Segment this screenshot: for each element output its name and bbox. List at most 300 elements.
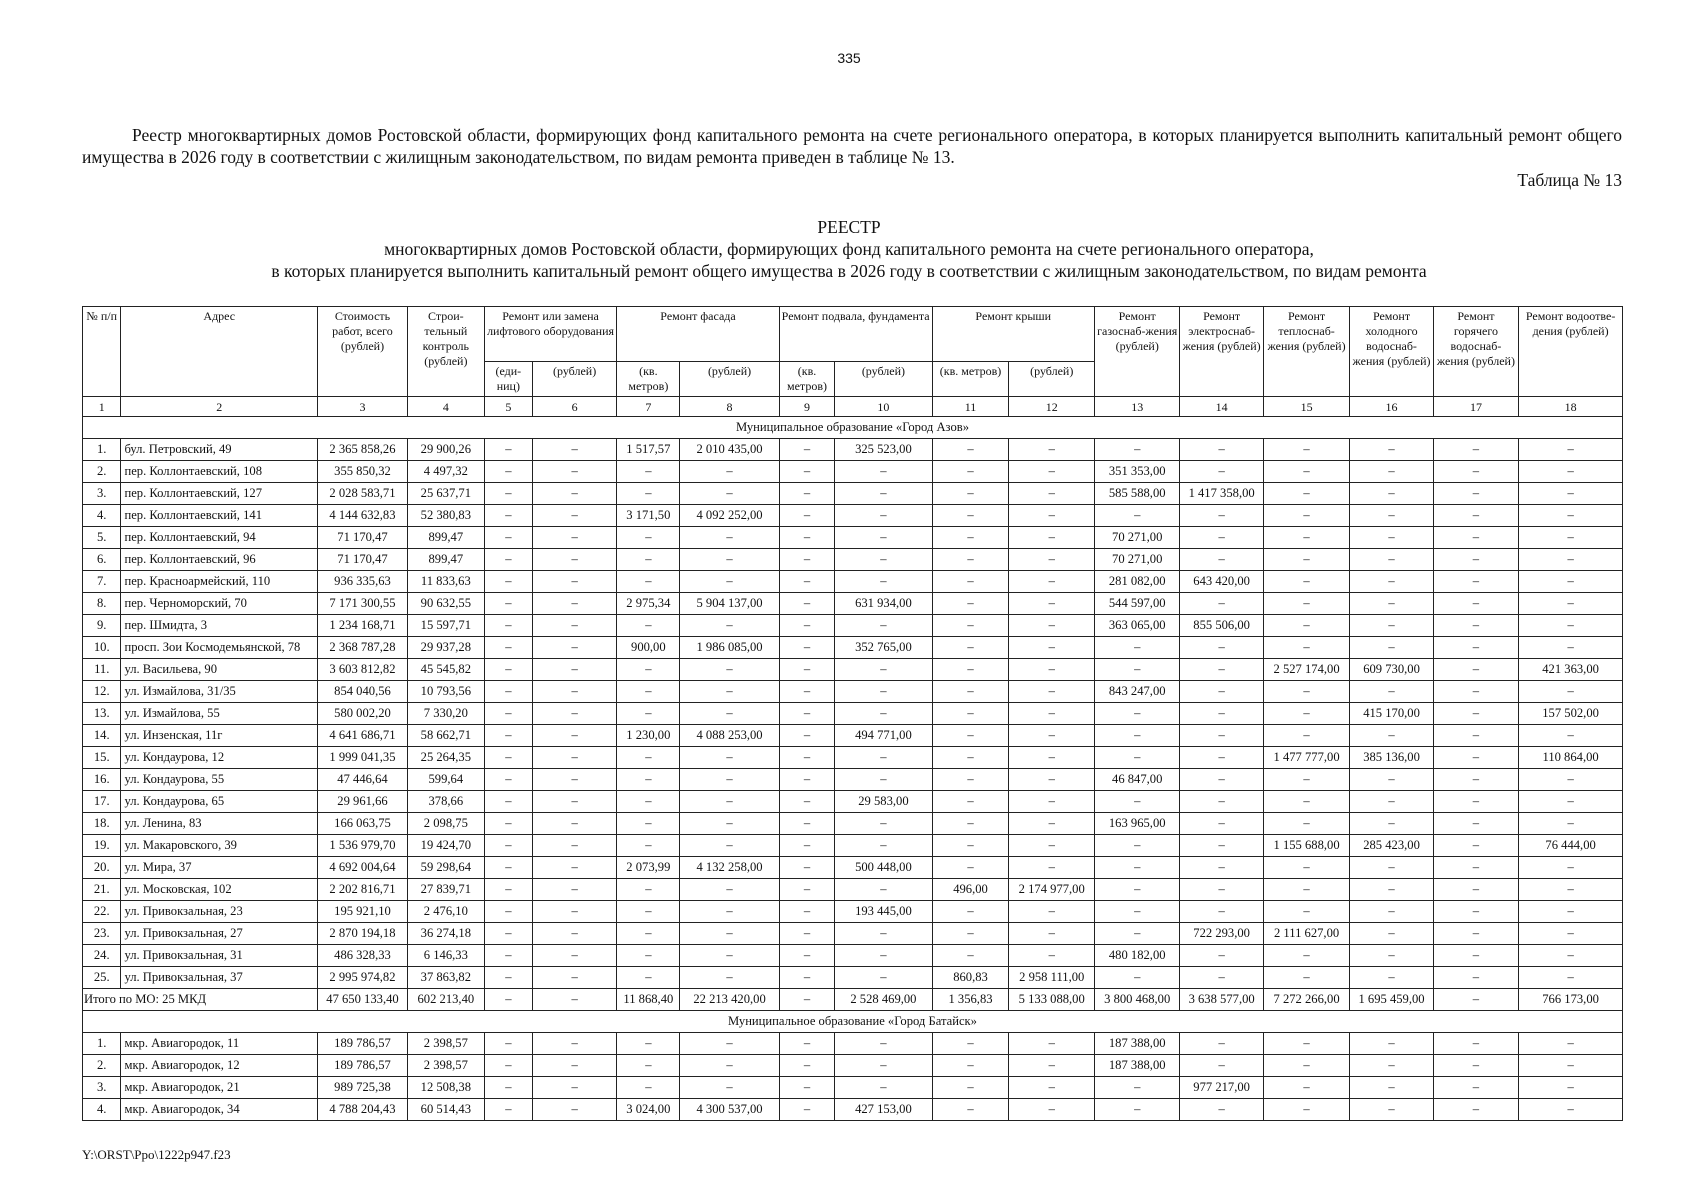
value-cell: 2 098,75 (407, 813, 484, 835)
column-number: 2 (121, 397, 318, 417)
table-row (83, 725, 1623, 747)
value-cell: – (1350, 945, 1433, 967)
value-cell: – (932, 725, 1009, 747)
value-cell: – (932, 615, 1009, 637)
header-lift: Ремонт или замена лифтового оборудования (484, 307, 617, 362)
value-cell: 4 092 252,00 (680, 505, 779, 527)
value-cell: – (617, 615, 680, 637)
value-cell: – (484, 483, 532, 505)
value-cell: – (680, 945, 779, 967)
value-cell: – (835, 527, 932, 549)
table-row (83, 703, 1623, 725)
value-cell: – (1519, 813, 1623, 835)
value-cell: – (1350, 901, 1433, 923)
column-number: 12 (1009, 397, 1094, 417)
table-row (83, 483, 1623, 505)
value-cell: – (1180, 527, 1263, 549)
value-cell: – (532, 813, 616, 835)
value-cell: 90 632,55 (407, 593, 484, 615)
value-cell: – (484, 1077, 532, 1099)
value-cell: – (532, 1055, 616, 1077)
value-cell: – (1519, 791, 1623, 813)
value-cell: – (1350, 1099, 1433, 1121)
value-cell: 580 002,20 (318, 703, 408, 725)
row-number-cell: 2. (83, 461, 121, 483)
value-cell: – (484, 967, 532, 989)
total-value-cell: 2 528 469,00 (835, 989, 932, 1011)
table-row (83, 637, 1623, 659)
value-cell: – (1180, 835, 1263, 857)
value-cell: – (835, 703, 932, 725)
address-cell: мкр. Авиагородок, 12 (121, 1055, 318, 1077)
header-sqm: (кв. метров) (932, 362, 1009, 397)
total-value-cell: 5 133 088,00 (1009, 989, 1094, 1011)
value-cell: 2 010 435,00 (680, 439, 779, 461)
value-cell: – (484, 593, 532, 615)
value-cell: 10 793,56 (407, 681, 484, 703)
value-cell: – (932, 703, 1009, 725)
value-cell: – (1263, 571, 1350, 593)
total-value-cell: – (779, 989, 835, 1011)
value-cell: – (1009, 505, 1094, 527)
header-total: Стоимость работ, всего (рублей) (318, 307, 408, 397)
value-cell: – (680, 483, 779, 505)
value-cell: 3 024,00 (617, 1099, 680, 1121)
value-cell: 2 476,10 (407, 901, 484, 923)
value-cell: – (1519, 571, 1623, 593)
value-cell: – (835, 615, 932, 637)
value-cell: – (1519, 769, 1623, 791)
value-cell: – (1519, 593, 1623, 615)
row-number-cell: 21. (83, 879, 121, 901)
value-cell: 52 380,83 (407, 505, 484, 527)
value-cell: – (932, 1055, 1009, 1077)
address-cell: ул. Ленина, 83 (121, 813, 318, 835)
value-cell: – (1350, 461, 1433, 483)
value-cell: – (932, 1099, 1009, 1121)
value-cell: 325 523,00 (835, 439, 932, 461)
value-cell: – (1094, 1077, 1179, 1099)
value-cell: – (1263, 791, 1350, 813)
total-value-cell: 602 213,40 (407, 989, 484, 1011)
value-cell: – (532, 659, 616, 681)
column-number: 9 (779, 397, 835, 417)
total-value-cell: 766 173,00 (1519, 989, 1623, 1011)
value-cell: 1 155 688,00 (1263, 835, 1350, 857)
page-number: 335 (837, 50, 861, 66)
value-cell: – (1519, 879, 1623, 901)
value-cell: – (1519, 857, 1623, 879)
value-cell: – (1433, 659, 1518, 681)
value-cell: – (1519, 923, 1623, 945)
value-cell: – (779, 945, 835, 967)
address-cell: ул. Инзенская, 11г (121, 725, 318, 747)
value-cell: 415 170,00 (1350, 703, 1433, 725)
value-cell: – (484, 879, 532, 901)
row-number-cell: 6. (83, 549, 121, 571)
value-cell: – (1009, 813, 1094, 835)
header-num: № п/п (83, 307, 121, 397)
value-cell: – (532, 1077, 616, 1099)
value-cell: – (1433, 769, 1518, 791)
value-cell: – (932, 527, 1009, 549)
address-cell: мкр. Авиагородок, 21 (121, 1077, 318, 1099)
header-sqm: (кв. метров) (779, 362, 835, 397)
value-cell: – (1180, 879, 1263, 901)
value-cell: 6 146,33 (407, 945, 484, 967)
column-number: 8 (680, 397, 779, 417)
value-cell: – (1180, 703, 1263, 725)
value-cell: – (1350, 681, 1433, 703)
value-cell: – (779, 1099, 835, 1121)
value-cell: 3 171,50 (617, 505, 680, 527)
address-cell: ул. Макаровского, 39 (121, 835, 318, 857)
value-cell: – (1263, 681, 1350, 703)
value-cell: 599,64 (407, 769, 484, 791)
total-value-cell: – (1433, 989, 1518, 1011)
value-cell: – (680, 879, 779, 901)
total-label: Итого по МО: 25 МКД (83, 989, 318, 1011)
value-cell: – (1350, 483, 1433, 505)
row-number-cell: 24. (83, 945, 121, 967)
value-cell: – (1180, 813, 1263, 835)
value-cell: – (532, 527, 616, 549)
value-cell: 60 514,43 (407, 1099, 484, 1121)
value-cell: – (1433, 791, 1518, 813)
value-cell: – (779, 1077, 835, 1099)
value-cell: – (484, 725, 532, 747)
value-cell: – (532, 1033, 616, 1055)
value-cell: – (1263, 901, 1350, 923)
row-number-cell: 7. (83, 571, 121, 593)
value-cell: 977 217,00 (1180, 1077, 1263, 1099)
value-cell: – (932, 549, 1009, 571)
value-cell: 2 111 627,00 (1263, 923, 1350, 945)
value-cell: – (617, 703, 680, 725)
value-cell: – (835, 813, 932, 835)
value-cell: – (1009, 769, 1094, 791)
value-cell: – (484, 461, 532, 483)
value-cell: – (1433, 1077, 1518, 1099)
header-units: (еди-ниц) (484, 362, 532, 397)
value-cell: – (484, 923, 532, 945)
value-cell: 385 136,00 (1350, 747, 1433, 769)
section-title: Муниципальное образование «Город Азов» (83, 417, 1623, 439)
value-cell: – (1180, 725, 1263, 747)
value-cell: – (932, 637, 1009, 659)
value-cell: 2 995 974,82 (318, 967, 408, 989)
table-row (83, 923, 1623, 945)
value-cell: – (932, 1077, 1009, 1099)
column-number: 3 (318, 397, 408, 417)
value-cell: – (680, 1033, 779, 1055)
value-cell: – (1519, 901, 1623, 923)
value-cell: – (1433, 1055, 1518, 1077)
value-cell: 70 271,00 (1094, 549, 1179, 571)
value-cell: 1 999 041,35 (318, 747, 408, 769)
value-cell: – (484, 571, 532, 593)
value-cell: – (1350, 439, 1433, 461)
address-cell: ул. Привокзальная, 31 (121, 945, 318, 967)
value-cell: – (1094, 725, 1179, 747)
value-cell: – (484, 835, 532, 857)
table-row (83, 659, 1623, 681)
value-cell: 900,00 (617, 637, 680, 659)
table-row (83, 769, 1623, 791)
value-cell: – (1350, 637, 1433, 659)
value-cell: 3 603 812,82 (318, 659, 408, 681)
value-cell: – (1350, 791, 1433, 813)
value-cell: – (1433, 967, 1518, 989)
value-cell: – (1009, 1055, 1094, 1077)
row-number-cell: 18. (83, 813, 121, 835)
value-cell: – (779, 505, 835, 527)
table-row (83, 791, 1623, 813)
value-cell: 46 847,00 (1094, 769, 1179, 791)
value-cell: – (532, 923, 616, 945)
table-header (83, 307, 1623, 417)
value-cell: – (484, 1033, 532, 1055)
value-cell: – (1519, 505, 1623, 527)
value-cell: – (932, 769, 1009, 791)
value-cell: – (1094, 923, 1179, 945)
value-cell: – (1094, 637, 1179, 659)
column-number: 10 (835, 397, 932, 417)
value-cell: 1 536 979,70 (318, 835, 408, 857)
value-cell: – (1009, 791, 1094, 813)
value-cell: – (1519, 725, 1623, 747)
value-cell: – (1263, 967, 1350, 989)
value-cell: – (532, 681, 616, 703)
row-number-cell: 11. (83, 659, 121, 681)
value-cell: – (835, 461, 932, 483)
value-cell: – (1433, 637, 1518, 659)
column-number: 14 (1180, 397, 1263, 417)
value-cell: – (1433, 527, 1518, 549)
value-cell: – (1009, 725, 1094, 747)
value-cell: 193 445,00 (835, 901, 932, 923)
value-cell: – (1263, 1033, 1350, 1055)
value-cell: – (835, 1077, 932, 1099)
value-cell: – (779, 439, 835, 461)
value-cell: 2 368 787,28 (318, 637, 408, 659)
value-cell: – (680, 791, 779, 813)
value-cell: 189 786,57 (318, 1033, 408, 1055)
value-cell: – (1433, 901, 1518, 923)
value-cell: 187 388,00 (1094, 1055, 1179, 1077)
value-cell: – (1350, 769, 1433, 791)
value-cell: – (1433, 505, 1518, 527)
row-number-cell: 19. (83, 835, 121, 857)
value-cell: – (1433, 835, 1518, 857)
value-cell: – (779, 461, 835, 483)
value-cell: 544 597,00 (1094, 593, 1179, 615)
value-cell: – (1094, 967, 1179, 989)
table-row (83, 461, 1623, 483)
value-cell: 1 417 358,00 (1180, 483, 1263, 505)
value-cell: 2 527 174,00 (1263, 659, 1350, 681)
value-cell: – (617, 769, 680, 791)
column-number: 1 (83, 397, 121, 417)
value-cell: – (617, 659, 680, 681)
value-cell: – (1263, 637, 1350, 659)
address-cell: ул. Привокзальная, 23 (121, 901, 318, 923)
value-cell: – (835, 1055, 932, 1077)
registry-table (82, 306, 1623, 1121)
value-cell: – (1433, 1033, 1518, 1055)
value-cell: 12 508,38 (407, 1077, 484, 1099)
address-cell: мкр. Авиагородок, 11 (121, 1033, 318, 1055)
value-cell: – (532, 857, 616, 879)
value-cell: – (779, 857, 835, 879)
row-number-cell: 3. (83, 1077, 121, 1099)
value-cell: – (1180, 747, 1263, 769)
value-cell: 899,47 (407, 527, 484, 549)
value-cell: – (1180, 791, 1263, 813)
value-cell: 166 063,75 (318, 813, 408, 835)
value-cell: – (1263, 593, 1350, 615)
value-cell: – (932, 505, 1009, 527)
value-cell: – (617, 527, 680, 549)
registry-title-line: в которых планируется выполнить капитальный ремонт общего имущества в 2026 году в соответствии с жилищным законодательством, по видам ремонта (271, 261, 1427, 281)
row-number-cell: 15. (83, 747, 121, 769)
value-cell: – (1009, 615, 1094, 637)
value-cell: – (484, 945, 532, 967)
total-value-cell: – (484, 989, 532, 1011)
value-cell: 110 864,00 (1519, 747, 1623, 769)
value-cell: – (1180, 901, 1263, 923)
value-cell: – (835, 967, 932, 989)
value-cell: – (1180, 1033, 1263, 1055)
value-cell: 2 365 858,26 (318, 439, 408, 461)
value-cell: – (532, 747, 616, 769)
value-cell: 2 398,57 (407, 1055, 484, 1077)
value-cell: 421 363,00 (1519, 659, 1623, 681)
value-cell: – (1433, 681, 1518, 703)
value-cell: – (1519, 549, 1623, 571)
value-cell: – (617, 967, 680, 989)
row-number-cell: 4. (83, 1099, 121, 1121)
value-cell: – (932, 593, 1009, 615)
value-cell: – (779, 725, 835, 747)
value-cell: – (532, 791, 616, 813)
value-cell: – (932, 901, 1009, 923)
value-cell: – (1180, 637, 1263, 659)
value-cell: – (484, 527, 532, 549)
value-cell: – (680, 1077, 779, 1099)
row-number-cell: 17. (83, 791, 121, 813)
header-hot-water: Ремонт горячего водоснаб-жения (рублей) (1433, 307, 1518, 397)
value-cell: – (617, 901, 680, 923)
value-cell: – (1009, 1077, 1094, 1099)
value-cell: – (835, 571, 932, 593)
value-cell: – (1009, 923, 1094, 945)
section-title: Муниципальное образование «Город Батайск» (83, 1011, 1623, 1033)
value-cell: – (680, 659, 779, 681)
value-cell: – (1180, 1099, 1263, 1121)
table-row (83, 549, 1623, 571)
value-cell: – (1350, 593, 1433, 615)
value-cell: – (1350, 505, 1433, 527)
value-cell: – (617, 461, 680, 483)
value-cell: – (1094, 659, 1179, 681)
header-control: Строи-тельный контроль (рублей) (407, 307, 484, 397)
value-cell: – (617, 483, 680, 505)
value-cell: 1 517,57 (617, 439, 680, 461)
address-cell: ул. Привокзальная, 37 (121, 967, 318, 989)
value-cell: 4 497,32 (407, 461, 484, 483)
column-number: 15 (1263, 397, 1350, 417)
value-cell: 631 934,00 (835, 593, 932, 615)
value-cell: 2 174 977,00 (1009, 879, 1094, 901)
address-cell: ул. Кондаурова, 55 (121, 769, 318, 791)
value-cell: 2 398,57 (407, 1033, 484, 1055)
row-number-cell: 25. (83, 967, 121, 989)
value-cell: – (1350, 857, 1433, 879)
value-cell: 1 477 777,00 (1263, 747, 1350, 769)
value-cell: 4 692 004,64 (318, 857, 408, 879)
value-cell: – (1094, 747, 1179, 769)
value-cell: – (779, 483, 835, 505)
value-cell: – (532, 879, 616, 901)
total-value-cell: 1 695 459,00 (1350, 989, 1433, 1011)
value-cell: – (617, 1055, 680, 1077)
address-cell: бул. Петровский, 49 (121, 439, 318, 461)
address-cell: ул. Московская, 102 (121, 879, 318, 901)
total-value-cell: 11 868,40 (617, 989, 680, 1011)
value-cell: – (532, 835, 616, 857)
value-cell: 989 725,38 (318, 1077, 408, 1099)
value-cell: 609 730,00 (1350, 659, 1433, 681)
value-cell: – (1519, 1033, 1623, 1055)
header-gas: Ремонт газоснаб-жения (рублей) (1094, 307, 1179, 397)
table-row (83, 747, 1623, 769)
table-label: Таблица № 13 (1517, 170, 1622, 190)
value-cell: – (1009, 835, 1094, 857)
value-cell: 378,66 (407, 791, 484, 813)
value-cell: – (1263, 615, 1350, 637)
value-cell: – (1263, 461, 1350, 483)
table-row (83, 879, 1623, 901)
value-cell: – (779, 1055, 835, 1077)
value-cell: – (1433, 945, 1518, 967)
value-cell: 5 904 137,00 (680, 593, 779, 615)
value-cell: – (1263, 1077, 1350, 1099)
address-cell: ул. Измайлова, 55 (121, 703, 318, 725)
value-cell: 899,47 (407, 549, 484, 571)
value-cell: – (1350, 879, 1433, 901)
value-cell: – (835, 1033, 932, 1055)
value-cell: – (680, 901, 779, 923)
value-cell: – (1009, 901, 1094, 923)
value-cell: – (1433, 747, 1518, 769)
value-cell: – (1519, 637, 1623, 659)
column-number: 11 (932, 397, 1009, 417)
value-cell: – (1263, 813, 1350, 835)
value-cell: 494 771,00 (835, 725, 932, 747)
row-number-cell: 9. (83, 615, 121, 637)
value-cell: – (680, 571, 779, 593)
value-cell: – (932, 857, 1009, 879)
table-row (83, 1055, 1623, 1077)
value-cell: – (680, 681, 779, 703)
value-cell: 29 583,00 (835, 791, 932, 813)
value-cell: – (1350, 725, 1433, 747)
value-cell: – (779, 615, 835, 637)
table-row (83, 681, 1623, 703)
address-cell: ул. Кондаурова, 65 (121, 791, 318, 813)
column-number: 18 (1519, 397, 1623, 417)
